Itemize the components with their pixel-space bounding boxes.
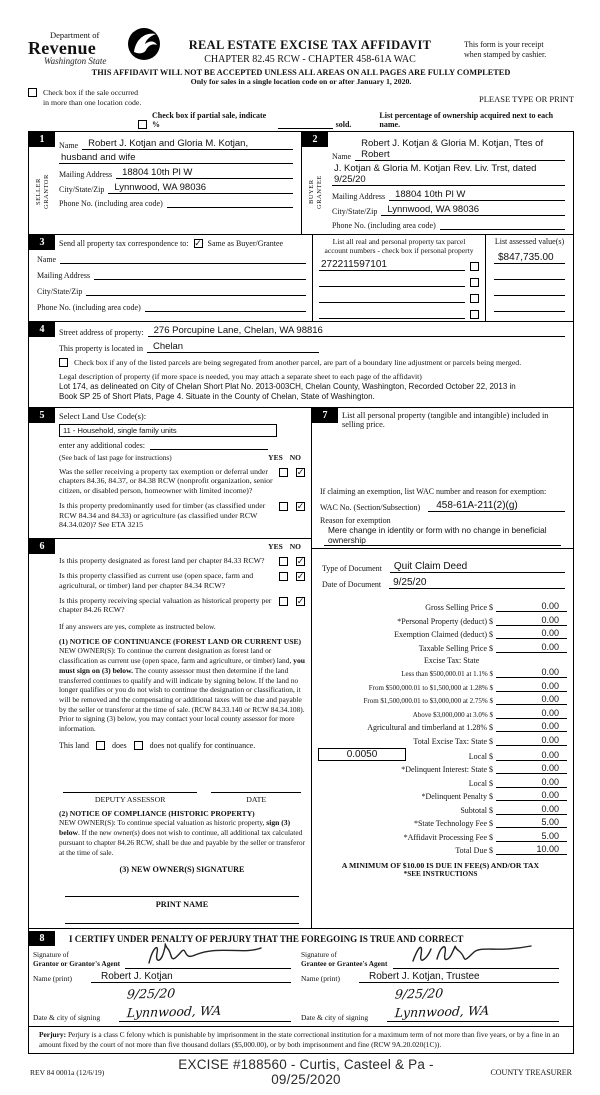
tier2-field[interactable]: 0.00 xyxy=(496,681,567,692)
question-forest-row xyxy=(59,556,305,566)
section-2-buyer xyxy=(301,132,573,234)
grantor-signature xyxy=(135,939,265,972)
perjury-statement: Perjury: Perjury is a class C felony which is punishable by imprisonment in the state correctional institution for a maximum term of not more than five years, or by a fine in an amount fixed by the court of not more than five thousand dollars ($5,000.00), or by both imprisonment and fine (RCW 9A.20.020(1C)). xyxy=(29,1026,573,1053)
type-of-document-field[interactable]: Quit Claim Deed xyxy=(390,561,565,573)
delinquent-interest-state-field[interactable]: 0.00 xyxy=(496,763,567,774)
print-name-field[interactable] xyxy=(65,923,299,924)
agricultural-label: Agricultural and timberland at 1.28% $ xyxy=(367,723,493,733)
subtotal-field[interactable]: 0.00 xyxy=(496,804,567,815)
claiming-exemption-note: If claiming an exemption, list WAC number and reason for exemption: xyxy=(320,486,547,496)
parcel-field-3[interactable] xyxy=(319,291,465,303)
parcel-field-1[interactable]: 272211597101 xyxy=(319,259,465,271)
buyer-mailing-field[interactable]: 18804 10th Pl W xyxy=(389,189,565,201)
form-revision-number: REV 84 0001a (12/6/19) xyxy=(30,1067,105,1077)
question-historic-row xyxy=(59,596,305,615)
seller-mailing-label: Mailing Address xyxy=(59,169,113,179)
seller-grantor-side-label: SELLER GRANTOR xyxy=(34,174,50,210)
grantee-signature xyxy=(403,939,533,972)
section-4 xyxy=(29,321,573,407)
multi-location-checkbox[interactable] xyxy=(28,88,37,97)
exemption-yes-checkbox[interactable] xyxy=(279,468,288,477)
total-due-label: Total Due $ xyxy=(455,846,493,856)
section-6-badge: 6 xyxy=(29,539,55,554)
reason-exemption-label: Reason for exemption xyxy=(320,515,391,525)
legal-description-label: Legal description of property (if more space is needed, you may attach a separate sheet to each page of the affidavit) xyxy=(59,371,422,381)
new-owner-signature-field[interactable] xyxy=(65,896,299,897)
grantor-signature-field[interactable] xyxy=(125,959,291,969)
tier3-label: From $1,500,000.01 to $3,000,000 at 2.75% $ xyxy=(363,697,493,706)
segregated-label: Check box if any of the listed parcels are being segregated from another parcel, are part of a boundary line adjustment or parcels being merged. xyxy=(74,357,522,367)
deputy-assessor-date[interactable]: DATE xyxy=(211,792,301,804)
partial-sale-sold-label: sold. xyxy=(335,119,352,129)
logo-revenue-text: Revenue xyxy=(28,38,97,58)
question-timber-text: Is this property predominantly used for timber (as classified under RCW 84.34 and 84.33) or agriculture (as classified under RCW 84.34.020)? See ETA 3215 xyxy=(59,500,266,530)
minimum-due-note: A MINIMUM OF $10.00 IS DUE IN FEE(S) AND/OR TAX xyxy=(341,861,540,871)
taxable-selling-price-field[interactable]: 0.00 xyxy=(496,642,567,653)
correspondence-mailing-label: Mailing Address xyxy=(37,270,91,280)
parcel-personal-checkbox-1[interactable] xyxy=(470,262,479,271)
delinquent-penalty-field[interactable]: 0.00 xyxy=(496,790,567,801)
seller-name-label: Name xyxy=(59,140,79,150)
question-currentuse-row xyxy=(59,571,305,590)
exemption-no-checkbox[interactable]: ✓ xyxy=(296,466,305,477)
form-subtitle: CHAPTER 82.45 RCW - CHAPTER 458-61A WAC xyxy=(204,54,416,65)
assessed-value-field-2[interactable] xyxy=(494,268,565,280)
notice-compliance: (2) NOTICE OF COMPLIANCE (HISTORIC PROPERTY) NEW OWNER(S): To continue special valuation as historic property, sign (3) below. If the new owner(s) does not wish to continue, all additional tax calculated pursuant to chapter 84.26 RCW, shall be due and payable by the seller or transferor at the time of sale. xyxy=(59,808,306,857)
tier4-label: Above $3,000,000 at 3.0% $ xyxy=(412,710,493,719)
parcel-personal-checkbox-4[interactable] xyxy=(470,310,479,319)
correspondence-citystatezip-field[interactable] xyxy=(86,285,306,296)
total-due-field[interactable]: 10.00 xyxy=(496,844,567,855)
tier1-field[interactable]: 0.00 xyxy=(496,667,567,678)
multi-location-label: Check box if the sale occurred in more than one location code. xyxy=(43,88,142,107)
question-forest-text: Is this property designated as forest land per chapter 84.33 RCW? xyxy=(59,556,265,566)
grantor-signature-label: Signature of Grantor or Grantor's Agent xyxy=(33,950,121,969)
multi-location-option xyxy=(28,88,228,107)
notice-continuance: (1) NOTICE OF CONTINUANCE (FOREST LAND OR CURRENT USE) NEW OWNER(S): To continue the current designation as forest land or classification as current use (open space, farm and agriculture, or timber) land, you must sign on (3) below. The county assessor must then determine if the land transferred continues to qualify and will indicate by signing below. If the land no longer qualifies or you do not wish to continue the designation or classification, it will be removed and the compensating or additional taxes will be due and payable by the seller or transferor at the time of sale. (RCW 84.33.140 or RCW 84.34.108). Prior to signing (3) below, you may contact your local county assessor for more information. xyxy=(59,636,305,733)
buyer-grantee-side-label: BUYER GRANTEE xyxy=(307,174,323,209)
section-3 xyxy=(29,234,573,321)
land-qualify-row xyxy=(59,741,305,750)
delinquent-interest-local-label: Local $ xyxy=(468,778,493,788)
currentuse-yes-checkbox[interactable] xyxy=(279,572,288,581)
excise-stamp: EXCISE #188560 - Curtis, Casteel & Pa - 09/25/2020 xyxy=(178,1057,434,1088)
section-8-badge: 8 xyxy=(29,931,55,946)
timber-yes-checkbox[interactable] xyxy=(279,502,288,511)
type-of-document-label: Type of Document xyxy=(322,563,382,573)
section-5 xyxy=(29,408,311,534)
wac-number-field[interactable]: 458-61A-211(2)(g) xyxy=(428,500,565,512)
tier3-field[interactable]: 0.00 xyxy=(496,694,567,705)
correspondence-mailing-field[interactable] xyxy=(94,269,306,280)
grantee-date-city-label: Date & city of signing xyxy=(301,1012,369,1022)
buyer-phone-label: Phone No. (including area code) xyxy=(332,220,436,230)
new-owner-signature-title: (3) NEW OWNER(S) SIGNATURE xyxy=(119,865,245,875)
segregated-checkbox[interactable] xyxy=(59,358,68,367)
only-single-location-note: Only for sales in a single location code on or after January 1, 2020. xyxy=(190,77,412,87)
personal-property-deduct-label: *Personal Property (deduct) $ xyxy=(397,616,493,626)
form-title: REAL ESTATE EXCISE TAX AFFIDAVIT xyxy=(188,38,432,52)
date-of-document-label: Date of Document xyxy=(322,579,382,589)
certify-statement: I CERTIFY UNDER PENALTY OF PERJURY THAT THE FOREGOING IS TRUE AND CORRECT xyxy=(69,933,464,944)
located-in-label: This property is located in xyxy=(59,343,143,353)
local-label: Local $ xyxy=(468,751,493,761)
additional-codes-field[interactable] xyxy=(150,449,268,450)
parcel-personal-checkbox-3[interactable] xyxy=(470,294,479,303)
partial-sale-percent-field[interactable] xyxy=(278,128,333,129)
header-row3 xyxy=(28,88,574,107)
section-6 xyxy=(29,538,311,928)
form-header xyxy=(28,30,574,66)
grantor-date-city-field[interactable]: 9/25/20Lynnwood, WA xyxy=(119,985,291,1022)
logo-state-text: Washington State xyxy=(44,56,107,67)
tax-computation xyxy=(312,589,573,883)
correspondence-phone-field[interactable] xyxy=(145,301,306,312)
tax-correspondence-block xyxy=(29,235,312,321)
section-5-badge: 5 xyxy=(29,408,55,423)
seller-phone-field[interactable] xyxy=(167,197,293,208)
grantee-name-print-field[interactable]: Robert J. Kotjan, Trustee xyxy=(359,971,559,983)
seller-citystatezip-field[interactable]: Lynnwood, WA 98036 xyxy=(108,182,293,194)
assessed-values-column xyxy=(485,235,573,321)
taxable-selling-price-label: Taxable Selling Price $ xyxy=(418,643,493,653)
gross-selling-price-label: Gross Selling Price $ xyxy=(425,603,493,613)
correspondence-name-label: Name xyxy=(37,254,57,264)
document-block xyxy=(312,548,573,589)
street-address-label: Street address of property: xyxy=(59,327,144,337)
grantor-name-print-label: Name (print) xyxy=(33,973,72,983)
question-exemption-text: Was the seller receiving a property tax exemption or deferral under chapters 84.36, 84.37, or 84.38 RCW (nonprofit organization, senior citizen, or disabled person, homeowner with limited income)? xyxy=(59,466,273,496)
state-technology-fee-field[interactable]: 5.00 xyxy=(496,817,567,828)
personal-property-blank-area[interactable] xyxy=(342,429,565,487)
left-column xyxy=(29,408,312,929)
buyer-name-field-line2[interactable]: J. Kotjan & Gloria M. Kotjan Rev. Liv. Trst, dated 9/25/20 xyxy=(332,163,565,186)
historic-no-checkbox[interactable]: ✓ xyxy=(296,595,305,606)
seller-citystatezip-label: City/State/Zip xyxy=(59,184,105,194)
excise-tax-state-header: Excise Tax: State xyxy=(424,655,480,665)
local-rate-row xyxy=(314,748,567,761)
affidavit-processing-fee-label: *Affidavit Processing Fee $ xyxy=(403,832,493,842)
section-1-seller xyxy=(29,132,301,234)
dor-logo xyxy=(28,30,156,66)
gross-selling-price-field[interactable]: 0.00 xyxy=(496,601,567,612)
state-technology-fee-label: *State Technology Fee $ xyxy=(413,819,493,829)
page-footer xyxy=(28,1054,574,1087)
see-back-note: (See back of last page for instructions) xyxy=(59,452,172,462)
yes-no-header: YES NO xyxy=(268,452,301,462)
see-instructions-note: *SEE INSTRUCTIONS xyxy=(403,870,478,879)
tier4-field[interactable]: 0.00 xyxy=(496,708,567,719)
personal-property-title: List all personal property (tangible and intangible) included in selling price. xyxy=(342,410,549,429)
land-does-checkbox[interactable] xyxy=(96,741,105,750)
grantee-signature-field[interactable] xyxy=(393,959,559,969)
agricultural-field[interactable]: 0.00 xyxy=(496,721,567,732)
parcel-field-2[interactable] xyxy=(319,275,465,287)
seller-phone-label: Phone No. (including area code) xyxy=(59,198,163,208)
grantee-name-print-label: Name (print) xyxy=(301,973,340,983)
legal-description-field[interactable]: Lot 174, as delineated on City of Chelan Short Plat No. 2013-003CH, Chelan County, Washington, Recorded October 22, 2013 in Book SP 25 of Short Plats, Page 4. Situate in the County of Chelan, State of Washington. xyxy=(59,381,516,401)
partial-sale-row xyxy=(138,111,574,129)
seller-name-field-line2[interactable]: husband and wife xyxy=(59,152,293,164)
grantor-date-city-label: Date & city of signing xyxy=(33,1012,101,1022)
grantor-signature-block xyxy=(29,949,297,1022)
does-label: does xyxy=(112,740,127,750)
section-7 xyxy=(312,408,573,548)
logo-dept-text: Department of xyxy=(50,30,100,40)
section-1-badge: 1 xyxy=(29,132,55,147)
affidavit-processing-fee-field[interactable]: 5.00 xyxy=(496,831,567,842)
buyer-name-label: Name xyxy=(332,151,352,161)
located-in-field[interactable]: Chelan xyxy=(147,341,319,353)
correspondence-name-field[interactable] xyxy=(60,253,306,264)
correspondence-phone-label: Phone No. (including area code) xyxy=(37,302,141,312)
total-excise-state-field[interactable]: 0.00 xyxy=(496,735,567,746)
partial-sale-checkbox[interactable] xyxy=(138,120,147,129)
deputy-assessor-row xyxy=(59,792,305,804)
subtotal-label: Subtotal $ xyxy=(460,805,493,815)
section-7-badge: 7 xyxy=(312,408,338,423)
local-field[interactable]: 0.00 xyxy=(496,750,567,761)
reason-exemption-field[interactable]: Mere change in identity or form with no change in beneficial ownership xyxy=(324,525,561,546)
right-column xyxy=(312,408,573,929)
yes-no-header-2: YES NO xyxy=(268,542,301,552)
tier2-label: From $500,000.01 to $1,500,000 at 1.28% $ xyxy=(368,683,493,692)
this-land-label: This land xyxy=(59,740,89,750)
question-currentuse-text: Is this property classified as current use (open space, farm and agricultural, or timber) land per chapter 84.34 RCW? xyxy=(59,571,254,590)
exemption-claimed-label: Exemption Claimed (deduct) $ xyxy=(394,630,493,640)
land-use-title: Select Land Use Code(s): xyxy=(59,410,147,421)
section-3-badge: 3 xyxy=(29,235,55,250)
buyer-name-field[interactable]: Robert J. Kotjan & Gloria M. Kotjan, Ttes of Robert xyxy=(355,138,565,161)
assessed-value-field-4[interactable] xyxy=(494,300,565,312)
buyer-mailing-label: Mailing Address xyxy=(332,191,386,201)
date-of-document-field[interactable]: 9/25/20 xyxy=(389,577,565,589)
land-use-code-field[interactable]: 11 - Household, single family units xyxy=(59,424,277,437)
assessed-values-header: List assessed value(s) xyxy=(494,236,565,246)
question-timber-row xyxy=(59,501,305,530)
parcel-field-4[interactable] xyxy=(319,307,465,319)
grantor-name-print-field[interactable]: Robert J. Kotjan xyxy=(91,971,291,983)
currentuse-no-checkbox[interactable]: ✓ xyxy=(296,571,305,582)
receipt-note-line2: when stamped by cashier. xyxy=(464,50,547,59)
please-type-or-print: PLEASE TYPE OR PRINT xyxy=(478,94,574,105)
form-body xyxy=(28,131,574,1055)
question-exemption-row xyxy=(59,467,305,496)
additional-codes-label: enter any additional codes: xyxy=(59,440,145,450)
receipt-note-line1: This form is your receipt xyxy=(464,40,544,49)
parcel-personal-checkbox-2[interactable] xyxy=(470,278,479,287)
land-does-not-checkbox[interactable] xyxy=(134,741,143,750)
buyer-phone-field[interactable] xyxy=(440,219,565,230)
same-as-buyer-checkbox[interactable]: ✓ xyxy=(194,237,202,248)
seller-name-field[interactable]: Robert J. Kotjan and Gloria M. Kotjan, xyxy=(82,138,293,150)
tier1-label: Less than $500,000.01 at 1.1% $ xyxy=(401,670,493,679)
buyer-citystatezip-field[interactable]: Lynnwood, WA 98036 xyxy=(381,204,565,216)
revenue-logo-icon xyxy=(126,26,162,67)
section-2-badge: 2 xyxy=(302,132,328,147)
ownership-note: List percentage of ownership acquired next to each name. xyxy=(379,110,554,129)
same-as-buyer-label: Same as Buyer/Grantee xyxy=(207,238,284,248)
buyer-citystatezip-label: City/State/Zip xyxy=(332,206,378,216)
parcel-header: List all real and personal property tax parcel account numbers - check box if personal property xyxy=(324,236,474,255)
delinquent-interest-state-label: *Delinquent Interest: State $ xyxy=(401,765,493,775)
delinquent-interest-local-field[interactable]: 0.00 xyxy=(496,777,567,788)
county-treasurer-label: COUNTY TREASURER xyxy=(490,1067,572,1077)
assessed-value-field-1[interactable]: $847,735.00 xyxy=(494,252,565,264)
partial-sale-label: Check box if partial sale, indicate % xyxy=(152,110,267,129)
wac-number-label: WAC No. (Section/Subsection) xyxy=(320,502,421,512)
grantee-signature-block xyxy=(297,949,565,1022)
warning-line: THIS AFFIDAVIT WILL NOT BE ACCEPTED UNLESS ALL AREAS ON ALL PAGES ARE FULLY COMPLETED xyxy=(91,68,511,78)
title-block xyxy=(156,30,464,65)
exemption-claimed-field[interactable]: 0.00 xyxy=(496,628,567,639)
total-excise-state-label: Total Excise Tax: State $ xyxy=(413,736,493,746)
does-not-label: does not qualify for continuance. xyxy=(149,740,256,750)
if-yes-note: If any answers are yes, complete as instructed below. xyxy=(59,622,216,631)
grantee-signature-label: Signature of Grantee or Grantee's Agent xyxy=(301,950,388,969)
section-4-badge: 4 xyxy=(29,322,55,337)
local-rate-field[interactable]: 0.0050 xyxy=(318,748,406,761)
forest-yes-checkbox[interactable] xyxy=(279,557,288,566)
street-address-field[interactable]: 276 Porcupine Lane, Chelan, WA 98816 xyxy=(148,325,565,337)
send-correspondence-label: Send all property tax correspondence to: xyxy=(59,238,189,248)
forest-no-checkbox[interactable]: ✓ xyxy=(296,556,305,567)
assessed-value-field-3[interactable] xyxy=(494,284,565,296)
grantee-date-city-field[interactable]: 9/25/20Lynnwood, WA xyxy=(387,985,559,1022)
section-8 xyxy=(29,928,573,1026)
print-name-label: PRINT NAME xyxy=(155,900,209,910)
receipt-note xyxy=(464,30,574,60)
parcel-numbers-column xyxy=(312,235,485,321)
question-historic-text: Is this property receiving special valuation as historical property per chapter 84.26 RCW? xyxy=(59,595,272,615)
deputy-assessor-signature[interactable]: DEPUTY ASSESSOR xyxy=(63,792,197,804)
seller-mailing-field[interactable]: 18804 10th Pl W xyxy=(116,167,293,179)
historic-yes-checkbox[interactable] xyxy=(279,597,288,606)
correspondence-citystatezip-label: City/State/Zip xyxy=(37,286,83,296)
delinquent-penalty-label: *Delinquent Penalty $ xyxy=(421,792,493,802)
timber-no-checkbox[interactable]: ✓ xyxy=(296,500,305,511)
personal-property-deduct-field[interactable]: 0.00 xyxy=(496,615,567,626)
